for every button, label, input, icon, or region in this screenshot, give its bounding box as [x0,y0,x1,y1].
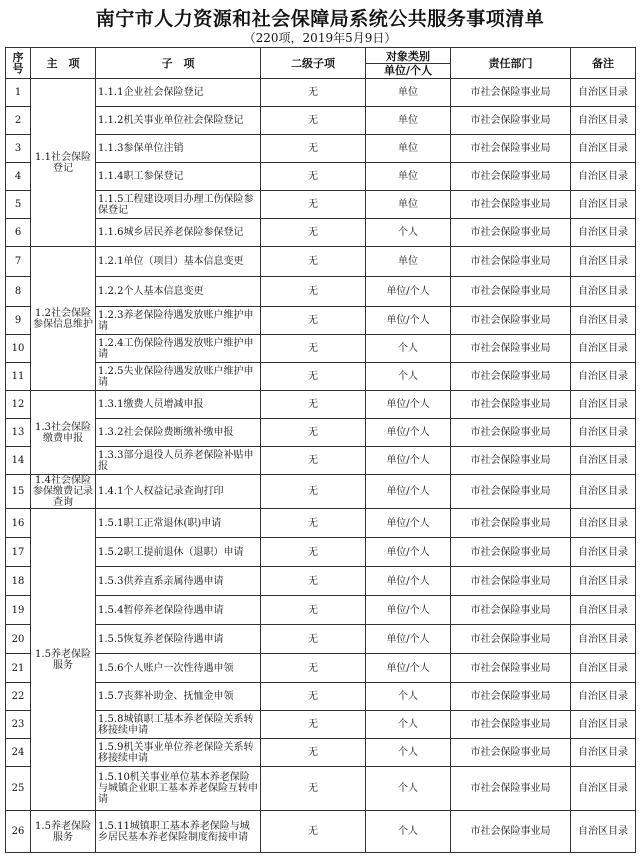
row-note: 自治区目录 [571,767,636,811]
row-dept: 市社会保险事业局 [451,419,571,447]
row-no: 24 [6,739,31,767]
page-title: 南宁市人力资源和社会保障局系统公共服务事项清单 [95,8,545,30]
row-no: 14 [6,447,31,475]
table-row [6,567,636,596]
row-no: 5 [6,191,31,219]
table-row [6,391,636,419]
row-dept: 市社会保险事业局 [451,567,571,596]
row-dept: 市社会保险事业局 [451,107,571,135]
row-dept: 市社会保险事业局 [451,247,571,277]
table-row [6,335,636,363]
row-sub-item: 1.3.3部分退役人员养老保险补贴申报 [96,447,261,475]
row-dept: 市社会保险事业局 [451,739,571,767]
table-row [6,596,636,625]
row-no: 1 [6,79,31,107]
table-row [6,447,636,475]
row-no: 13 [6,419,31,447]
row-sub-item: 1.5.4暂停养老保险待遇申请 [96,596,261,625]
row-note: 自治区目录 [571,475,636,509]
header-main: 主 项 [31,48,96,79]
row-note: 自治区目录 [571,135,636,163]
row-dept: 市社会保险事业局 [451,219,571,247]
row-no: 19 [6,596,31,625]
row-target: 单位/个人 [366,307,451,335]
row-target: 单位 [366,191,451,219]
row-second-level: 无 [261,447,366,475]
row-sub-item: 1.2.3养老保险待遇发放账户维护申请 [96,307,261,335]
row-target: 单位/个人 [366,567,451,596]
row-dept: 市社会保险事业局 [451,509,571,538]
row-second-level: 无 [261,475,366,509]
row-second-level: 无 [261,509,366,538]
header-sub: 子 项 [96,48,261,79]
row-sub-item: 1.5.11城镇职工基本养老保险与城乡居民基本养老保险制度衔接申请 [96,811,261,853]
row-no: 23 [6,711,31,739]
table-row [6,247,636,277]
row-target: 单位/个人 [366,391,451,419]
row-dept: 市社会保险事业局 [451,307,571,335]
row-sub-item: 1.3.1缴费人员增减申报 [96,391,261,419]
row-note: 自治区目录 [571,307,636,335]
table-row [6,419,636,447]
row-sub-item: 1.5.3供养直系亲属待遇申请 [96,567,261,596]
row-dept: 市社会保险事业局 [451,654,571,683]
row-target: 个人 [366,335,451,363]
row-note: 自治区目录 [571,107,636,135]
row-target: 单位/个人 [366,447,451,475]
row-main-item: 1.2社会保险参保信息维护 [31,247,96,391]
table-row [6,107,636,135]
row-target: 单位 [366,247,451,277]
row-main-item: 1.3社会保险缴费申报 [31,391,96,475]
row-note: 自治区目录 [571,654,636,683]
row-no: 18 [6,567,31,596]
row-dept: 市社会保险事业局 [451,767,571,811]
row-no: 16 [6,509,31,538]
row-dept: 市社会保险事业局 [451,79,571,107]
row-dept: 市社会保险事业局 [451,135,571,163]
row-no: 12 [6,391,31,419]
row-second-level: 无 [261,307,366,335]
row-sub-item: 1.2.1单位（项目）基本信息变更 [96,247,261,277]
row-sub-item: 1.5.7丧葬补助金、抚恤金申领 [96,683,261,711]
row-sub-item: 1.4.1个人权益记录查询打印 [96,475,261,509]
header-target-top: 对象类别 [366,50,450,64]
row-second-level: 无 [261,596,366,625]
row-dept: 市社会保险事业局 [451,363,571,391]
row-note: 自治区目录 [571,419,636,447]
row-no: 6 [6,219,31,247]
table-header-row [6,48,636,79]
row-note: 自治区目录 [571,625,636,654]
row-note: 自治区目录 [571,191,636,219]
header-dept: 责任部门 [451,48,571,79]
row-no: 20 [6,625,31,654]
row-sub-item: 1.5.1职工正常退休(职)申请 [96,509,261,538]
row-sub-item: 1.1.3参保单位注销 [96,135,261,163]
row-target: 单位/个人 [366,538,451,567]
row-dept: 市社会保险事业局 [451,475,571,509]
row-target: 个人 [366,683,451,711]
row-no: 22 [6,683,31,711]
row-dept: 市社会保险事业局 [451,277,571,307]
row-sub-item: 1.5.10机关事业单位基本养老保险与城镇企业职工基本养老保险互转申请 [96,767,261,811]
row-second-level: 无 [261,711,366,739]
row-sub-item: 1.5.9机关事业单位养老保险关系转移接续申请 [96,739,261,767]
row-note: 自治区目录 [571,683,636,711]
table-row [6,191,636,219]
table-row [6,654,636,683]
row-dept: 市社会保险事业局 [451,625,571,654]
row-no: 9 [6,307,31,335]
row-no: 17 [6,538,31,567]
row-target: 个人 [366,711,451,739]
row-target: 单位/个人 [366,277,451,307]
row-second-level: 无 [261,363,366,391]
table-row [6,509,636,538]
table-row [6,307,636,335]
row-target: 单位/个人 [366,625,451,654]
row-no: 25 [6,767,31,811]
row-second-level: 无 [261,247,366,277]
table-row [6,475,636,509]
row-dept: 市社会保险事业局 [451,391,571,419]
table-row [6,363,636,391]
row-second-level: 无 [261,419,366,447]
row-no: 8 [6,277,31,307]
row-note: 自治区目录 [571,447,636,475]
table-row [6,277,636,307]
row-target: 个人 [366,767,451,811]
row-second-level: 无 [261,683,366,711]
row-target: 单位 [366,79,451,107]
table-row [6,219,636,247]
row-note: 自治区目录 [571,811,636,853]
table-row [6,625,636,654]
row-note: 自治区目录 [571,363,636,391]
row-dept: 市社会保险事业局 [451,596,571,625]
row-note: 自治区目录 [571,567,636,596]
row-sub-item: 1.5.6个人账户一次性待遇申领 [96,654,261,683]
row-target: 单位 [366,163,451,191]
row-dept: 市社会保险事业局 [451,163,571,191]
row-target: 单位/个人 [366,419,451,447]
row-no: 26 [6,811,31,853]
row-no: 2 [6,107,31,135]
row-dept: 市社会保险事业局 [451,538,571,567]
row-sub-item: 1.1.2机关事业单位社会保险登记 [96,107,261,135]
row-second-level: 无 [261,391,366,419]
row-sub-item: 1.5.5恢复养老保险待遇申请 [96,625,261,654]
row-target: 单位/个人 [366,596,451,625]
row-note: 自治区目录 [571,79,636,107]
row-no: 3 [6,135,31,163]
row-sub-item: 1.1.5工程建设项目办理工伤保险参保登记 [96,191,261,219]
row-no: 10 [6,335,31,363]
row-target: 单位 [366,107,451,135]
row-target: 单位/个人 [366,475,451,509]
row-dept: 市社会保险事业局 [451,191,571,219]
row-note: 自治区目录 [571,391,636,419]
header-target-bottom: 单位/个人 [383,63,433,77]
header-second: 二级子项 [261,48,366,79]
row-note: 自治区目录 [571,219,636,247]
row-sub-item: 1.3.2社会保险费断缴补缴申报 [96,419,261,447]
table-row [6,163,636,191]
row-target: 单位/个人 [366,654,451,683]
row-second-level: 无 [261,654,366,683]
row-sub-item: 1.1.4职工参保登记 [96,163,261,191]
row-dept: 市社会保险事业局 [451,811,571,853]
row-target: 个人 [366,739,451,767]
row-main-item: 1.5养老保险服务 [31,509,96,811]
row-second-level: 无 [261,811,366,853]
row-second-level: 无 [261,163,366,191]
table-row [6,739,636,767]
table-row [6,811,636,853]
row-sub-item: 1.2.2个人基本信息变更 [96,277,261,307]
row-main-item: 1.4社会保险参保缴费记录查询 [31,475,96,509]
page-subtitle: （220项，2019年5月9日） [243,31,397,45]
row-sub-item: 1.5.2职工提前退休（退职）申请 [96,538,261,567]
row-note: 自治区目录 [571,163,636,191]
row-dept: 市社会保险事业局 [451,447,571,475]
row-second-level: 无 [261,191,366,219]
row-second-level: 无 [261,79,366,107]
row-second-level: 无 [261,335,366,363]
row-no: 7 [6,247,31,277]
row-no: 21 [6,654,31,683]
row-note: 自治区目录 [571,538,636,567]
row-note: 自治区目录 [571,711,636,739]
row-note: 自治区目录 [571,335,636,363]
row-target: 个人 [366,219,451,247]
row-target: 单位 [366,135,451,163]
row-second-level: 无 [261,767,366,811]
table-row [6,683,636,711]
row-sub-item: 1.1.1企业社会保险登记 [96,79,261,107]
header-target [366,48,451,79]
row-dept: 市社会保险事业局 [451,683,571,711]
row-target: 个人 [366,811,451,853]
header-note: 备注 [571,48,636,79]
table-row [6,538,636,567]
row-no: 15 [6,475,31,509]
row-note: 自治区目录 [571,596,636,625]
row-note: 自治区目录 [571,739,636,767]
row-no: 11 [6,363,31,391]
row-second-level: 无 [261,625,366,654]
row-main-item: 1.1社会保险登记 [31,79,96,247]
row-main-item: 1.5养老保险服务 [31,811,96,853]
row-second-level: 无 [261,107,366,135]
table-row [6,79,636,107]
table-body [6,79,636,853]
row-note: 自治区目录 [571,247,636,277]
row-sub-item: 1.5.8城镇职工基本养老保险关系转移接续申请 [96,711,261,739]
row-dept: 市社会保险事业局 [451,335,571,363]
row-note: 自治区目录 [571,277,636,307]
row-second-level: 无 [261,219,366,247]
row-second-level: 无 [261,567,366,596]
row-second-level: 无 [261,135,366,163]
row-second-level: 无 [261,277,366,307]
row-sub-item: 1.1.6城乡居民养老保险参保登记 [96,219,261,247]
header-no: 序号 [6,48,31,79]
row-sub-item: 1.2.4工伤保险待遇发放账户维护申请 [96,335,261,363]
service-table [5,47,636,853]
row-target: 个人 [366,363,451,391]
row-sub-item: 1.2.5失业保险待遇发放账户维护申请 [96,363,261,391]
row-dept: 市社会保险事业局 [451,711,571,739]
table-row [6,767,636,811]
row-target: 单位/个人 [366,509,451,538]
row-second-level: 无 [261,538,366,567]
table-row [6,711,636,739]
row-no: 4 [6,163,31,191]
row-second-level: 无 [261,739,366,767]
row-note: 自治区目录 [571,509,636,538]
table-row [6,135,636,163]
